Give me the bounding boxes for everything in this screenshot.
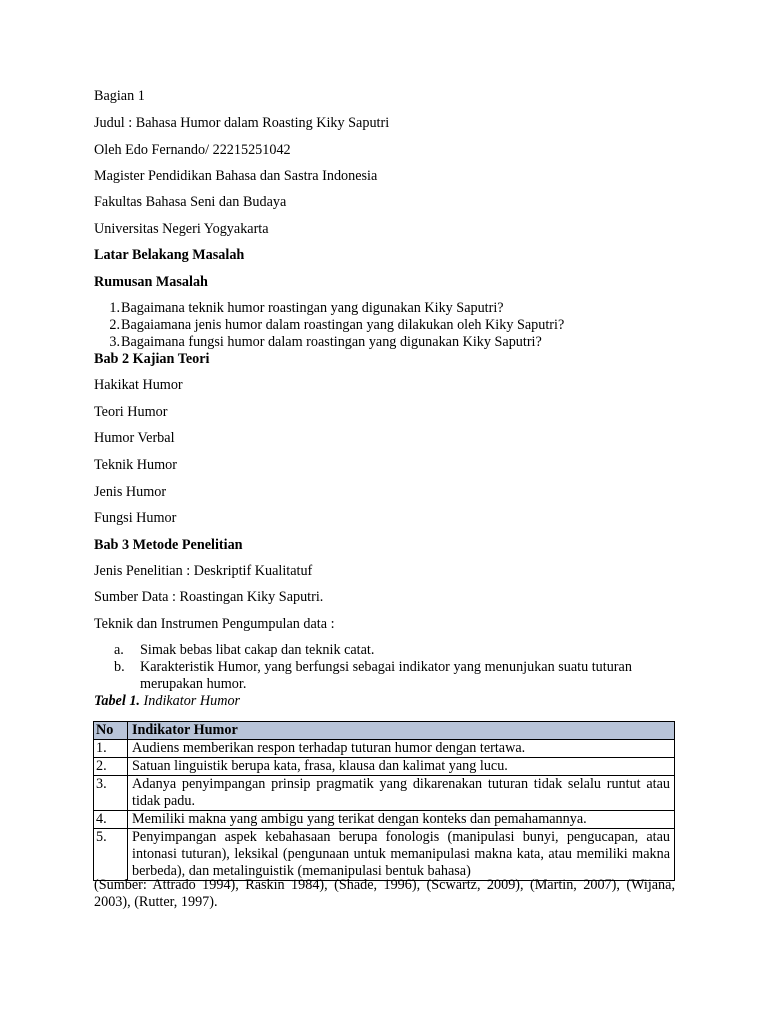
column-header-indicator: Indikator Humor: [128, 722, 675, 740]
document-title: Judul : Bahasa Humor dalam Roasting Kiky Saputri: [94, 115, 390, 131]
theory-item: Fungsi Humor: [94, 510, 177, 526]
table-row: 4. Memiliki makna yang ambigu yang terikat dengan konteks dan pemahamannya.: [94, 811, 675, 829]
heading-problem: Rumusan Masalah: [94, 274, 208, 290]
heading-chapter-3: Bab 3 Metode Penelitian: [94, 537, 243, 553]
theory-item: Humor Verbal: [94, 430, 175, 446]
author-line: Oleh Edo Fernando/ 22215251042: [94, 142, 291, 158]
list-item: 2. Bagaiamana jenis humor dalam roastingan yang dilakukan oleh Kiky Saputri?: [109, 317, 565, 333]
data-source: Sumber Data : Roastingan Kiky Saputri.: [94, 589, 324, 605]
column-header-no: No: [94, 722, 128, 740]
theory-item: Jenis Humor: [94, 484, 167, 500]
table-row: 3. Adanya penyimpangan prinsip pragmatik yang dikarenakan tuturan tidak selalu runtut atau tidak padu.: [94, 776, 675, 811]
document-page: Bagian 1 Judul : Bahasa Humor dalam Roasting Kiky Saputri Oleh Edo Fernando/ 22215251042 Magister Pendidikan Bahasa dan Sastra Indonesia Fakultas Bahasa Seni dan Budaya Universitas Negeri Yogyakarta Latar Belakang Masalah Rumusan Masalah 1. Bagaimana teknik humor roastingan yang digunakan Kiky Saputri? 2. Bagaiamana jenis humor dalam roastingan yang dilakukan oleh Kiky Saputri? 3. Bagaimana fungsi humor dalam roastingan yang digunakan Kiky Saputri? Bab 2 Kajian Teori Hakikat Humor Teori Humor Humor Verbal Teknik Humor Jenis Humor Fungsi Humor Bab 3 Metode Penelitian Jenis Penelitian : Deskriptif Kualitatuf Sumber Data : Roastingan Kiky Saputri. Teknik dan Instrumen Pengumpulan data : a. Simak bebas libat cakap dan teknik catat. b. Karakteristik Humor, yang berfungsi sebagai indikator yang menunjukan suatu tuturan merupakan humor. Tabel 1. Indikator Humor No Indikator Humor 1. Audiens memberikan respon terhadap tuturan humor dengan tertawa. 2. Satuan linguistik berupa kata, frasa, klausa dan kalimat yang lucu. 3. Adanya penyimpangan prinsip pragmatik yang dikarenakan tuturan tidak selalu runtut atau tidak padu. 4. Memiliki makna yang ambigu yang terikat dengan konteks dan pemahamannya. 5. Penyimpangan aspek kebahasaan berupa fonologis (manipulasi bunyi, pengucapan, atau intonasi tuturan), leksikal (pengunaan untuk memanipulasi makna kata, atau memiliki makna berbeda), dan metalinguistik (memanipulasi bentuk bahasa) (Sumber: Attrado 1994), Raskin 1984), (Shade, 1996), (Scwartz, 2009), (Martin, 2007), (Wijana, 2003), (Rutter, 1997).: [94, 88, 675, 910]
faculty-line: Fakultas Bahasa Seni dan Budaya: [94, 194, 287, 210]
part-label: Bagian 1: [94, 88, 145, 104]
table-row: 2. Satuan linguistik berupa kata, frasa, klausa dan kalimat yang lucu.: [94, 758, 675, 776]
theory-item: Teknik Humor: [94, 457, 177, 473]
indicator-table: [93, 721, 675, 881]
table-row: 1. Audiens memberikan respon terhadap tuturan humor dengan tertawa.: [94, 740, 675, 758]
heading-chapter-2: Bab 2 Kajian Teori: [94, 351, 210, 367]
program-line: Magister Pendidikan Bahasa dan Sastra Indonesia: [94, 168, 378, 184]
research-type: Jenis Penelitian : Deskriptif Kualitatuf: [94, 563, 313, 579]
heading-background: Latar Belakang Masalah: [94, 247, 245, 263]
table-header-row: [94, 722, 675, 740]
collection-technique: Teknik dan Instrumen Pengumpulan data :: [94, 616, 335, 632]
source-note: (Sumber: Attrado 1994), Raskin 1984), (Shade, 1996), (Scwartz, 2009), (Martin, 2007), (Wijana, 2003), (Rutter, 1997).: [94, 877, 675, 910]
table-row: 5. Penyimpangan aspek kebahasaan berupa fonologis (manipulasi bunyi, pengucapan, atau intonasi tuturan), leksikal (pengunaan untuk memanipulasi makna kata, atau memiliki makna berbeda), dan metalinguistik (memanipulasi bentuk bahasa): [94, 829, 675, 881]
theory-item: Teori Humor: [94, 404, 168, 420]
list-item: 1. Bagaimana teknik humor roastingan yang digunakan Kiky Saputri?: [109, 300, 504, 316]
theory-item: Hakikat Humor: [94, 377, 183, 393]
university-line: Universitas Negeri Yogyakarta: [94, 221, 269, 237]
table-caption: Tabel 1. Indikator Humor: [94, 693, 241, 709]
list-item: 3. Bagaimana fungsi humor dalam roastingan yang digunakan Kiky Saputri?: [109, 334, 542, 350]
